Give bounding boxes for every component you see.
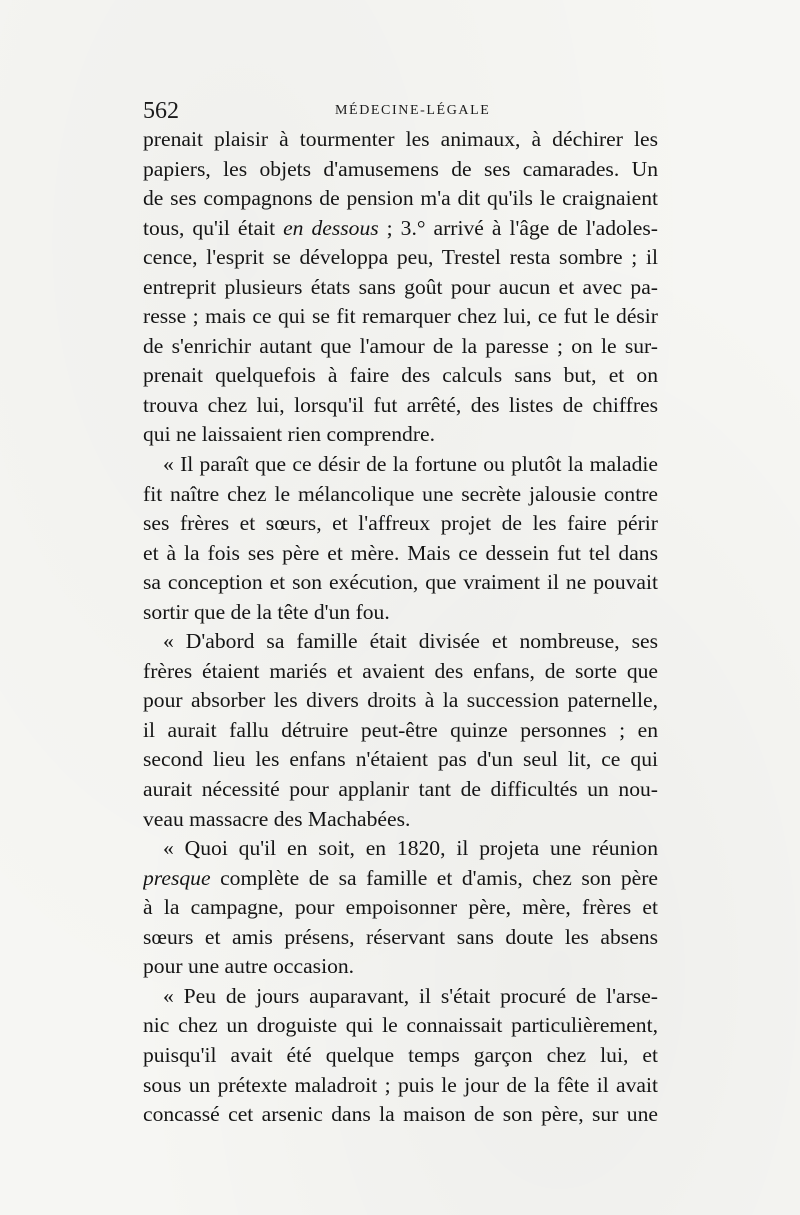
page-number: 562 — [143, 98, 179, 124]
text-line: trouva chez lui, lorsqu'il fut arrêté, des listes de chiffres — [143, 392, 658, 417]
text-line: sous un prétexte maladroit ; puis le jour de la fête il avait — [143, 1072, 658, 1097]
text-line: tous, qu'il était en dessous ; 3.° arrivé à l'âge de l'adoles- — [143, 215, 658, 240]
text-line: et à la fois ses père et mère. Mais ce dessein fut tel dans — [143, 540, 658, 565]
text-line: sœurs et amis présens, réservant sans doute les absens — [143, 924, 658, 949]
text-line: resse ; mais ce qui se fit remarquer chez lui, ce fut le désir — [143, 304, 658, 329]
running-head: MÉDECINE-LÉGALE — [335, 103, 491, 118]
text-line: « D'abord sa famille était divisée et nombreuse, ses — [163, 629, 658, 654]
text-line: puisqu'il avait été quelque temps garçon chez lui, et — [143, 1042, 658, 1067]
text-line: « Quoi qu'il en soit, en 1820, il projeta une réunion — [163, 836, 658, 861]
text-line: il aurait fallu détruire peut-être quinze personnes ; en — [143, 717, 658, 742]
text-line: à la campagne, pour empoisonner père, mère, frères et — [143, 895, 658, 920]
text-line: second lieu les enfans n'étaient pas d'un seul lit, ce qui — [143, 747, 658, 772]
text-line: de ses compagnons de pension m'a dit qu'ils le craignaient — [143, 186, 658, 211]
text-line: qui ne laissaient rien comprendre. — [143, 422, 436, 447]
text-line: entreprit plusieurs états sans goût pour aucun et avec pa- — [143, 274, 658, 299]
text-line: concassé cet arsenic dans la maison de son père, sur une — [143, 1102, 658, 1127]
text-line: prenait plaisir à tourmenter les animaux, à déchirer les — [143, 127, 658, 151]
text-line: « Il paraît que ce désir de la fortune ou plutôt la maladie — [163, 452, 658, 477]
body-text — [143, 125, 658, 1130]
text-line: aurait nécessité pour applanir tant de difficultés un nou- — [143, 777, 658, 802]
text-line: de s'enrichir autant que l'amour de la paresse ; on le sur- — [143, 333, 658, 358]
text-line: sortir que de la tête d'un fou. — [143, 599, 390, 624]
text-line: prenait quelquefois à faire des calculs sans but, et on — [143, 363, 658, 388]
page-header — [143, 96, 658, 126]
text-line: pour une autre occasion. — [143, 954, 355, 979]
text-line: sa conception et son exécution, que vraiment il ne pouvait — [143, 570, 658, 595]
text-line: veau massacre des Machabées. — [143, 806, 411, 831]
text-line: pour absorber les divers droits à la succession paternelle, — [143, 688, 658, 713]
text-line: « Peu de jours auparavant, il s'était procuré de l'arse- — [163, 983, 658, 1008]
text-line: papiers, les objets d'amusemens de ses camarades. Un — [143, 156, 658, 181]
text-line: fit naître chez le mélancolique une secrète jalousie contre — [143, 481, 658, 506]
text-line: frères étaient mariés et avaient des enfans, de sorte que — [143, 658, 658, 683]
text-line: nic chez un droguiste qui le connaissait particulièrement, — [143, 1013, 658, 1038]
text-line: presque complète de sa famille et d'amis, chez son père — [143, 865, 658, 890]
text-line: ses frères et sœurs, et l'affreux projet de les faire périr — [143, 511, 658, 536]
text-line: cence, l'esprit se développa peu, Trestel resta sombre ; il — [143, 245, 658, 270]
